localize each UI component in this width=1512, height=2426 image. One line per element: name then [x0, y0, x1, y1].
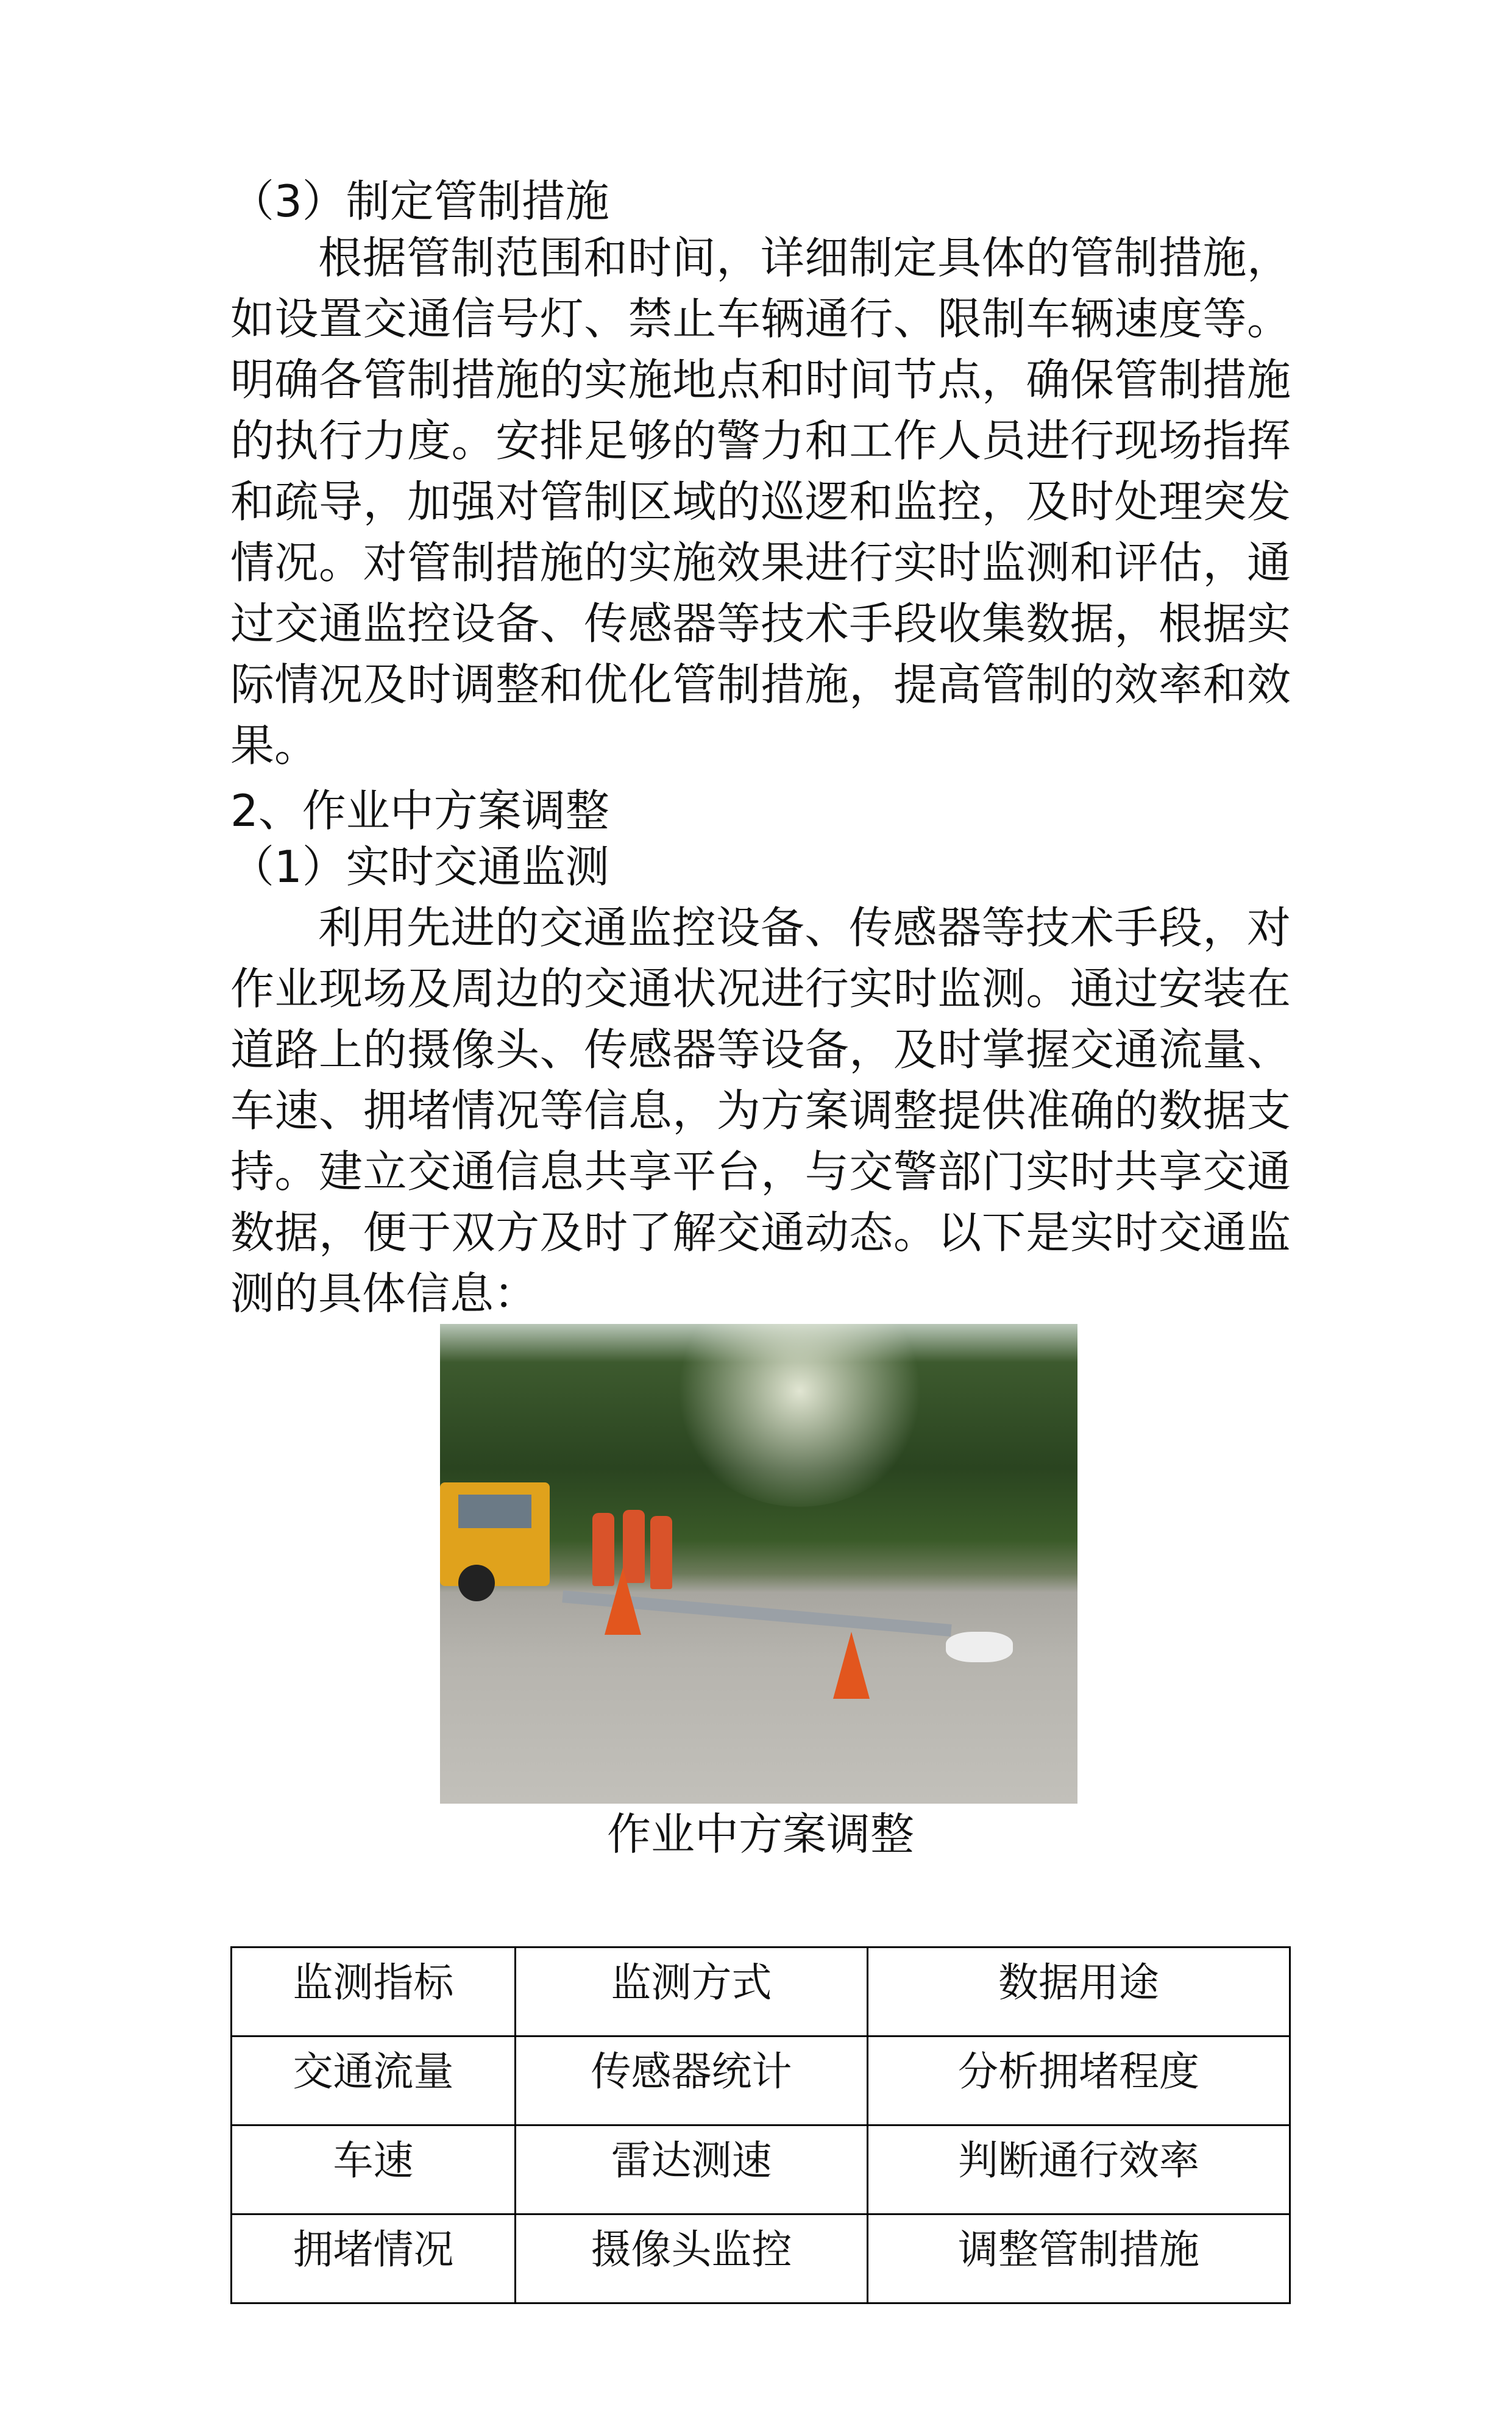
- table-header: 监测方式: [516, 1948, 868, 2036]
- sandbag: [946, 1632, 1013, 1662]
- traffic-cone: [605, 1568, 641, 1635]
- table-cell: 拥堵情况: [232, 2214, 516, 2303]
- yellow-truck: [440, 1482, 550, 1586]
- section3-paragraph: 根据管制范围和时间，详细制定具体的管制措施，如设置交通信号灯、禁止车辆通行、限制车辆速度等。明确各管制措施的实施地点和时间节点，确保管制措施的执行力度。安排足够的警力和工作人员进行现场指挥和疏导，加强对管制区域的巡逻和监控，及时处理突发情况。对管制措施的实施效果进行实时监测和评估，通过交通监控设备、传感器等技术手段收集数据，根据实际情况及时调整和优化管制措施，提高管制的效率和效果。: [230, 232, 1291, 771]
- table-row: [232, 2214, 1290, 2303]
- table-header-row: [232, 1948, 1290, 2036]
- table-cell: 雷达测速: [516, 2125, 868, 2214]
- worker: [650, 1516, 672, 1589]
- table-cell: 分析拥堵程度: [868, 2036, 1290, 2125]
- subsection1-heading: （1）实时交通监测: [230, 841, 609, 892]
- roadwork-photo: [440, 1324, 1077, 1804]
- table-cell: 交通流量: [232, 2036, 516, 2125]
- table-row: [232, 2036, 1290, 2125]
- subsection1-paragraph: 利用先进的交通监控设备、传感器等技术手段，对作业现场及周边的交通状况进行实时监测。通过安装在道路上的摄像头、传感器等设备，及时掌握交通流量、车速、拥堵情况等信息，为方案调整提供准确的数据支持。建立交通信息共享平台，与交警部门实时共享交通数据，便于双方及时了解交通动态。以下是实时交通监测的具体信息：: [230, 902, 1291, 1319]
- figure-caption: 作业中方案调整: [606, 1809, 914, 1860]
- table-cell: 传感器统计: [516, 2036, 868, 2125]
- table-cell: 车速: [232, 2125, 516, 2214]
- section2-heading: 2、作业中方案调整: [230, 785, 609, 836]
- table-cell: 摄像头监控: [516, 2214, 868, 2303]
- table-cell: 调整管制措施: [868, 2214, 1290, 2303]
- truck-wheel: [458, 1565, 495, 1601]
- table-cell: 判断通行效率: [868, 2125, 1290, 2214]
- traffic-cone: [833, 1632, 870, 1699]
- table-row: [232, 2125, 1290, 2214]
- monitoring-table: [230, 1946, 1291, 2304]
- table-header: 监测指标: [232, 1948, 516, 2036]
- sunlight: [672, 1324, 928, 1507]
- section3-heading: （3）制定管制措施: [230, 176, 609, 227]
- table-header: 数据用途: [868, 1948, 1290, 2036]
